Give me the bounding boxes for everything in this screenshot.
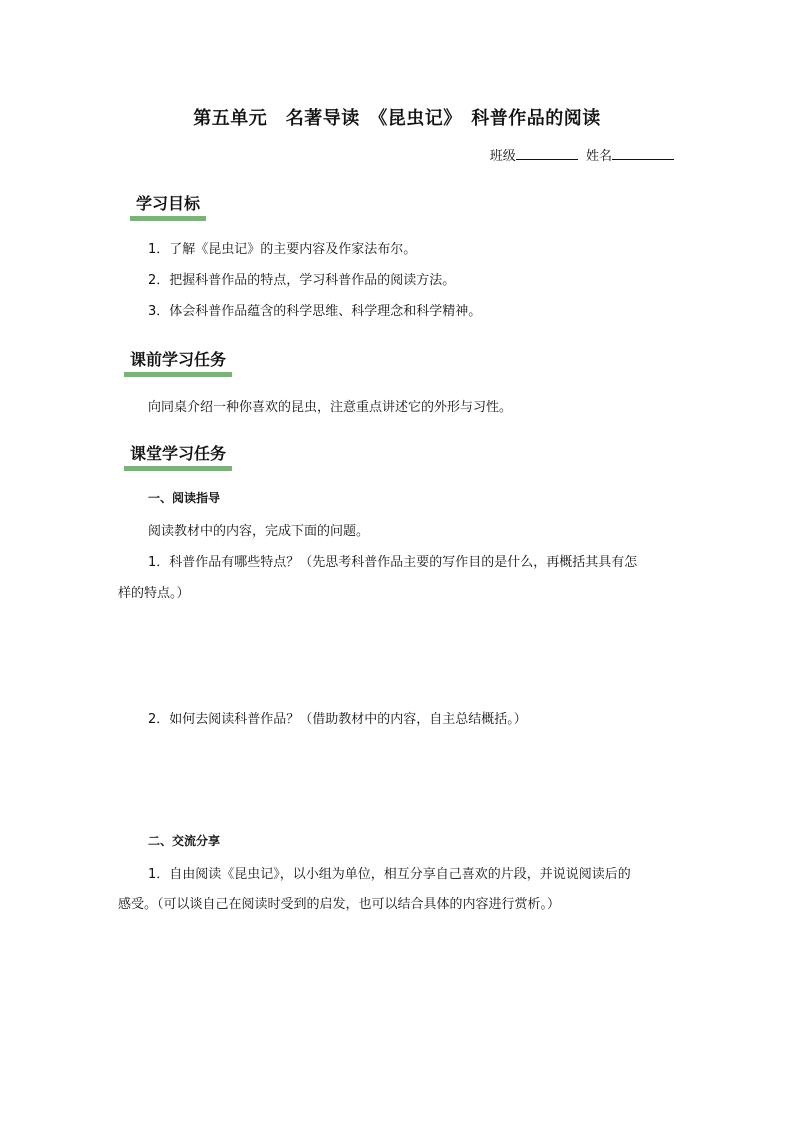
- goal-item-1: 1．了解《昆虫记》的主要内容及作家法布尔。: [148, 242, 417, 257]
- goal-item-3: 3．体会科普作品蕴含的科学思维、科学理念和科学精神。: [148, 304, 482, 319]
- pre-class-text: 向同桌介绍一种你喜欢的昆虫，注意重点讲述它的外形与习性。: [148, 400, 513, 415]
- part1-heading: 一、阅读指导: [148, 491, 221, 505]
- section-heading-goals: 学习目标: [130, 194, 206, 221]
- part1-intro: 阅读教材中的内容，完成下面的问题。: [148, 524, 370, 539]
- part2-heading: 二、交流分享: [148, 834, 221, 848]
- goal-item-2: 2．把握科普作品的特点，学习科普作品的阅读方法。: [148, 273, 456, 288]
- part2-question-1-line-2: 感受。（可以谈自己在阅读时受到的启发，也可以结合具体的内容进行赏析。）: [118, 897, 561, 912]
- section-heading-pre-class: 课前学习任务: [124, 350, 232, 377]
- section-heading-in-class: 课堂学习任务: [124, 444, 232, 471]
- page-title: 第五单元 名著导读 《昆虫记》 科普作品的阅读: [193, 108, 601, 129]
- class-label: 班级: [489, 149, 516, 164]
- name-label: 姓名: [585, 149, 612, 164]
- part1-question-2: 2．如何去阅读科普作品？（借助教材中的内容，自主总结概括。）: [148, 712, 527, 727]
- part1-question-1-line-1: 1．科普作品有哪些特点？（先思考科普作品主要的写作目的是什么，再概括其具有怎: [148, 555, 638, 570]
- class-name-line: [490, 145, 674, 164]
- name-blank[interactable]: [612, 147, 674, 160]
- part2-question-1-line-1: 1．自由阅读《昆虫记》，以小组为单位，相互分享自己喜欢的片段，并说说阅读后的: [148, 867, 631, 882]
- part1-question-1-line-2: 样的特点。）: [118, 586, 190, 601]
- class-blank[interactable]: [516, 147, 578, 160]
